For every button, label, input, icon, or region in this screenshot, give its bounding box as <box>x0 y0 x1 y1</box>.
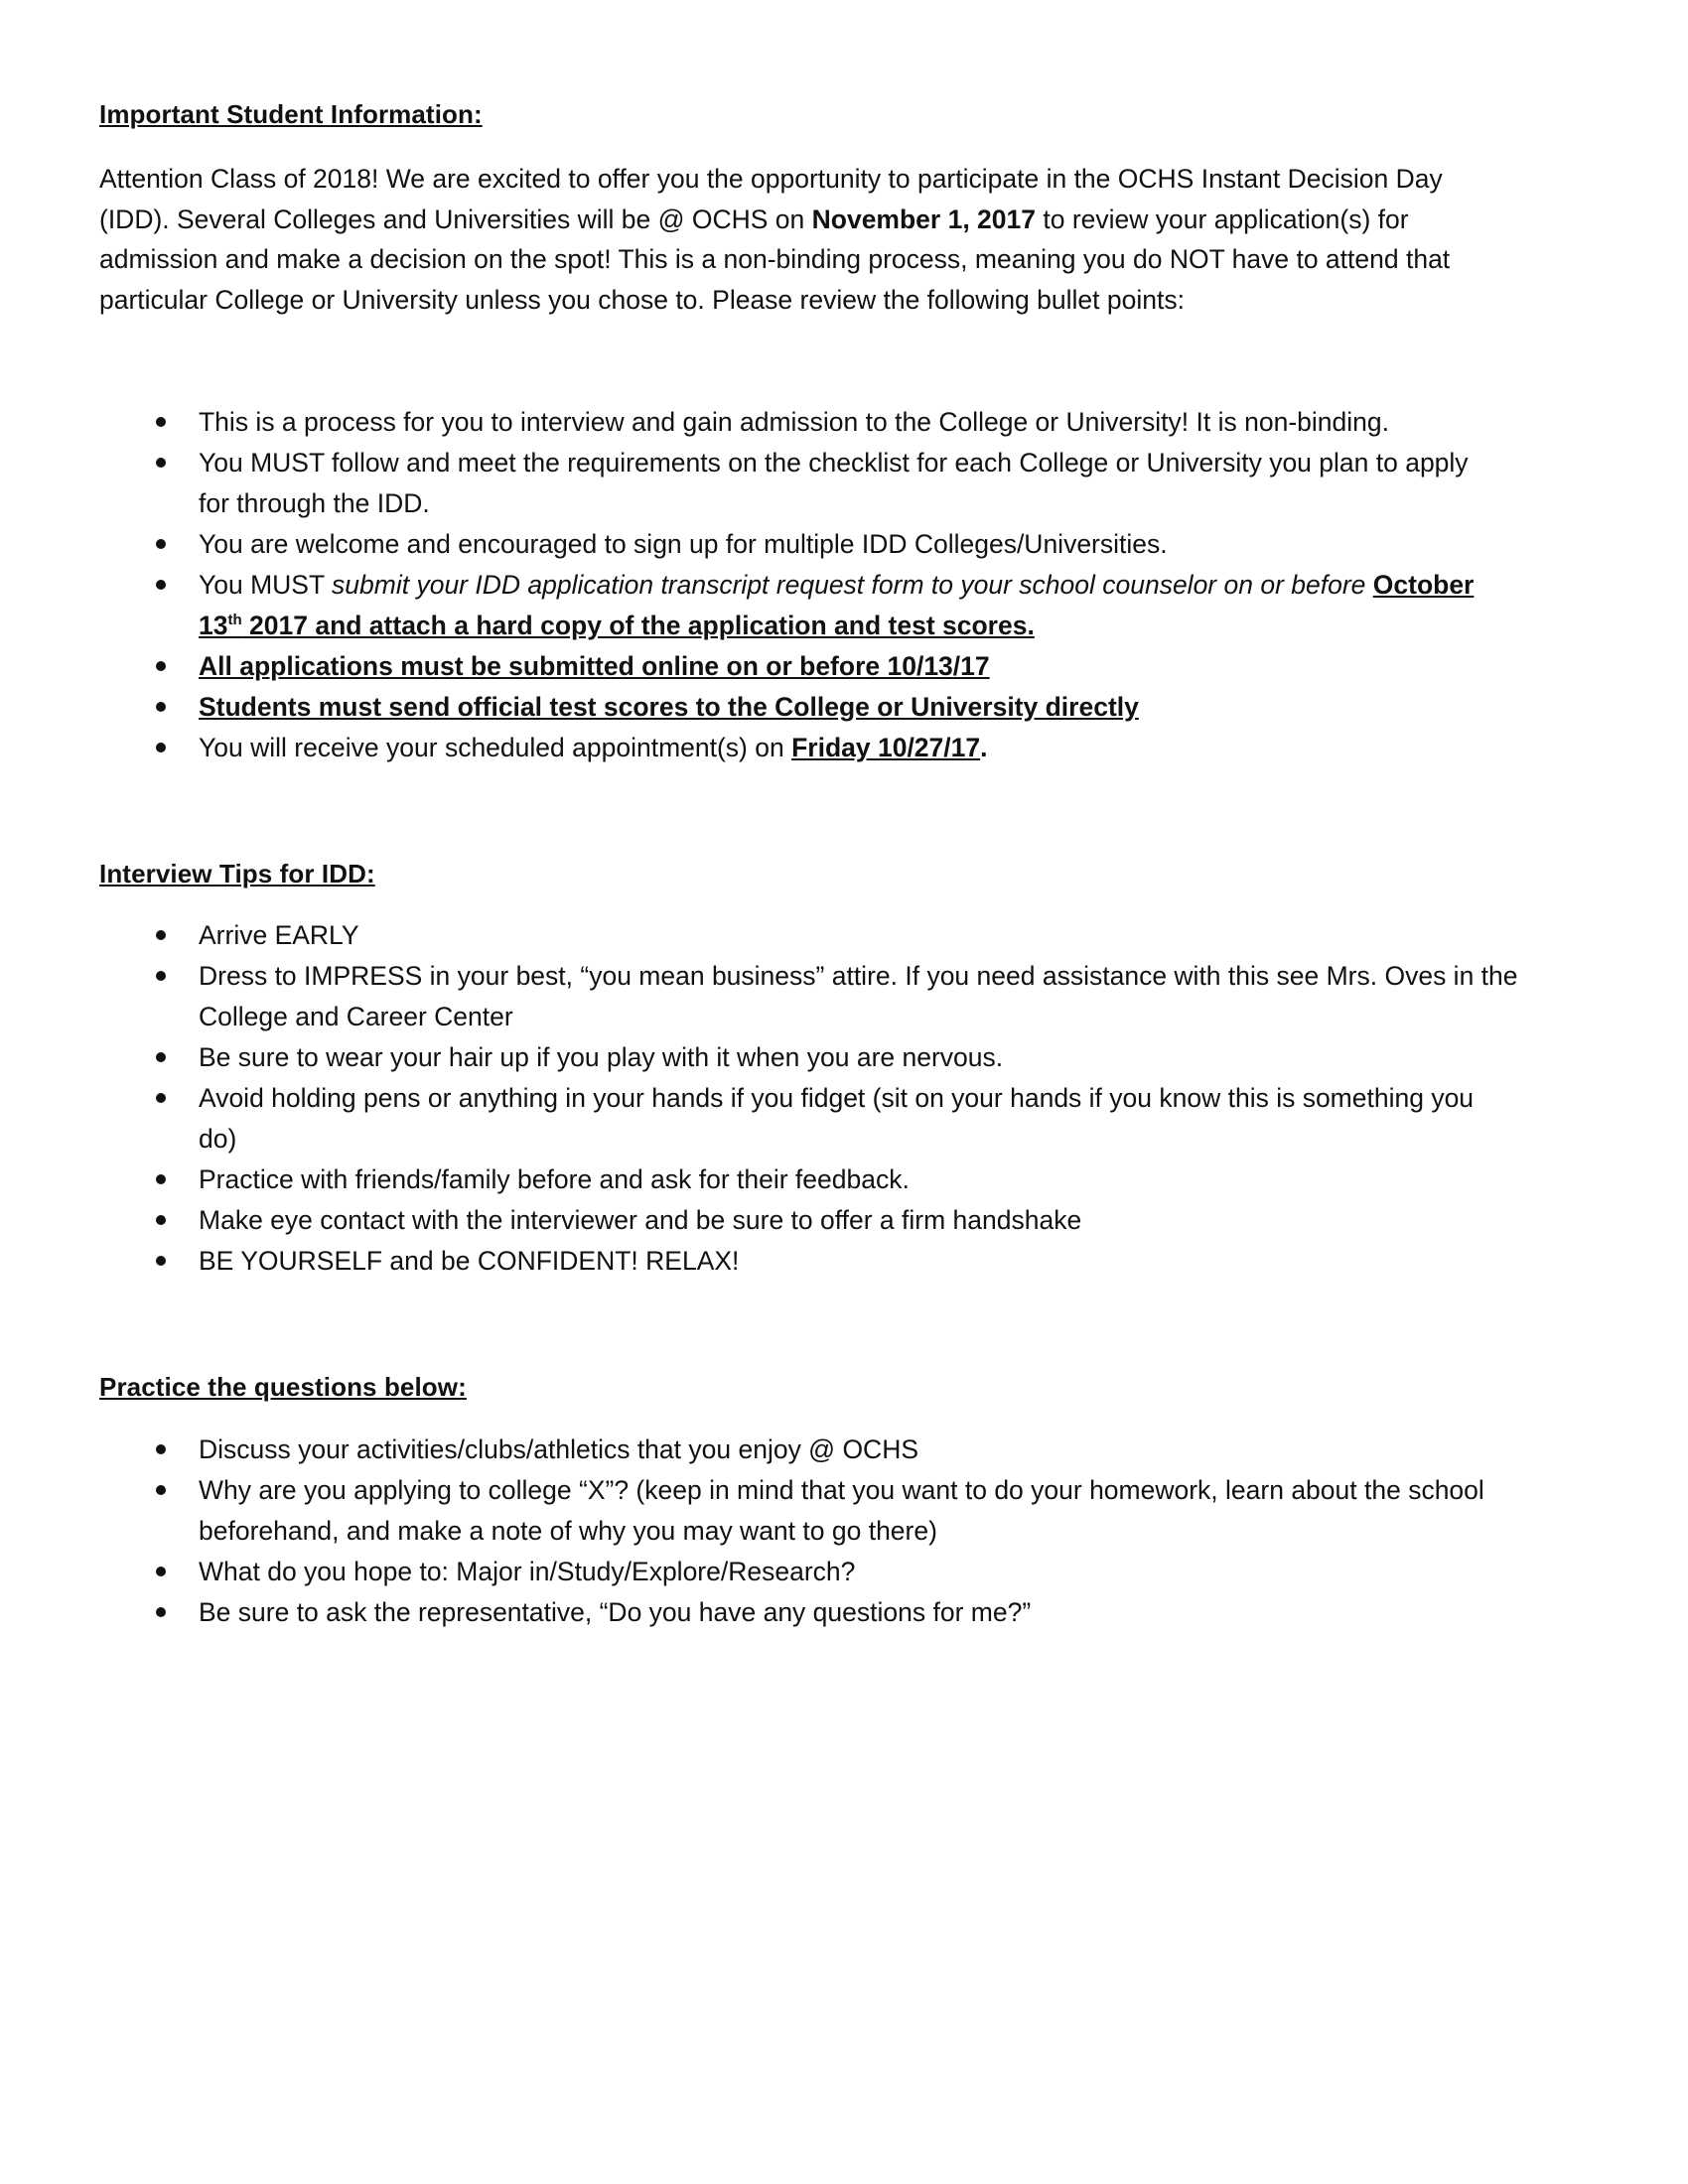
bullet-text: Arrive EARLY <box>199 920 359 950</box>
info-bullet-list <box>0 402 1688 768</box>
appointment-date: Friday 10/27/17 <box>791 733 981 762</box>
list-item <box>0 728 1688 768</box>
list-item <box>0 565 1688 646</box>
bullet-line <box>199 728 1688 768</box>
bullet-text: Be sure to wear your hair up if you play with it when you are nervous. <box>199 1042 1004 1072</box>
intro-paragraph <box>99 159 1589 320</box>
bullet-text: Practice with friends/family before and ask for their feedback. <box>199 1164 910 1194</box>
list-item <box>0 524 1688 565</box>
practice-questions-heading: Practice the questions below: <box>99 1372 467 1402</box>
bullet-text: Discuss your activities/clubs/athletics that you enjoy @ OCHS <box>199 1434 919 1464</box>
list-item <box>0 1470 1688 1552</box>
bullet-line <box>199 565 1688 606</box>
list-item <box>0 1078 1688 1160</box>
interview-tips-heading: Interview Tips for IDD: <box>99 859 375 888</box>
deadline-month: October <box>1372 570 1475 600</box>
bullet-text: You will receive your scheduled appointment(s) on <box>199 733 792 762</box>
bullet-text: Students must send official test scores to the College or University directly <box>199 692 1139 722</box>
list-item <box>0 687 1688 728</box>
bullet-text: BE YOURSELF and be CONFIDENT! RELAX! <box>199 1246 740 1276</box>
list-item <box>0 1200 1688 1241</box>
practice-questions-list <box>0 1430 1688 1633</box>
list-item <box>0 1592 1688 1633</box>
interview-tips-list <box>0 915 1688 1282</box>
list-item <box>0 1430 1688 1470</box>
deadline-text: 2017 and attach a hard copy of the application and test scores. <box>241 611 1035 640</box>
intro-text: (IDD). Several Colleges and Universities will be @ OCHS on <box>99 204 812 234</box>
bullet-text: Make eye contact with the interviewer and be sure to offer a firm handshake <box>199 1205 1082 1235</box>
intro-line <box>99 200 1589 240</box>
intro-line: particular College or University unless you chose to. Please review the following bullet points: <box>99 284 1185 315</box>
bullet-text: . <box>980 733 988 762</box>
ordinal-suffix: th <box>227 612 242 629</box>
list-item <box>0 956 1688 1037</box>
bullet-text: Be sure to ask the representative, “Do you have any questions for me?” <box>199 1597 1032 1627</box>
event-date: November 1, 2017 <box>811 204 1037 234</box>
bullet-text: College and Career Center <box>199 1002 513 1031</box>
bullet-text: This is a process for you to interview and gain admission to the College or University! It is non-binding. <box>199 407 1389 437</box>
bullet-text: You MUST <box>199 570 333 600</box>
bullet-line <box>199 606 1688 646</box>
bullet-text: You are welcome and encouraged to sign up for multiple IDD Colleges/Universities. <box>199 529 1168 559</box>
list-item <box>0 646 1688 687</box>
list-item <box>0 1160 1688 1200</box>
list-item <box>0 915 1688 956</box>
list-item <box>0 1037 1688 1078</box>
bullet-text: What do you hope to: Major in/Study/Explore/Research? <box>199 1557 856 1586</box>
bullet-italic-text: submit your IDD application transcript request form to your school counselor on or before <box>332 570 1373 600</box>
important-info-heading: Important Student Information: <box>99 99 483 129</box>
intro-line: Attention Class of 2018! We are excited to offer you the opportunity to participate in the OCHS Instant Decision Day <box>99 164 1443 194</box>
bullet-text: You MUST follow and meet the requirements on the checklist for each College or University you plan to apply <box>199 448 1469 478</box>
bullet-text: for through the IDD. <box>199 488 430 518</box>
list-item <box>0 1241 1688 1282</box>
bullet-text: Avoid holding pens or anything in your hands if you fidget (sit on your hands if you know this is something you <box>199 1083 1475 1113</box>
deadline-day: 13 <box>199 611 228 640</box>
bullet-text: All applications must be submitted online on or before 10/13/17 <box>199 651 990 681</box>
bullet-text: do) <box>199 1124 237 1154</box>
bullet-text: beforehand, and make a note of why you may want to go there) <box>199 1516 937 1546</box>
bullet-text: Dress to IMPRESS in your best, “you mean business” attire. If you need assistance with this see Mrs. Oves in the <box>199 961 1518 991</box>
list-item <box>0 402 1688 443</box>
bullet-text: Why are you applying to college “X”? (keep in mind that you want to do your homework, learn about the school <box>199 1475 1484 1505</box>
list-item <box>0 443 1688 524</box>
list-item <box>0 1552 1688 1592</box>
intro-text: to review your application(s) for <box>1036 204 1409 234</box>
intro-line: admission and make a decision on the spot! This is a non-binding process, meaning you do NOT have to attend that <box>99 244 1451 274</box>
